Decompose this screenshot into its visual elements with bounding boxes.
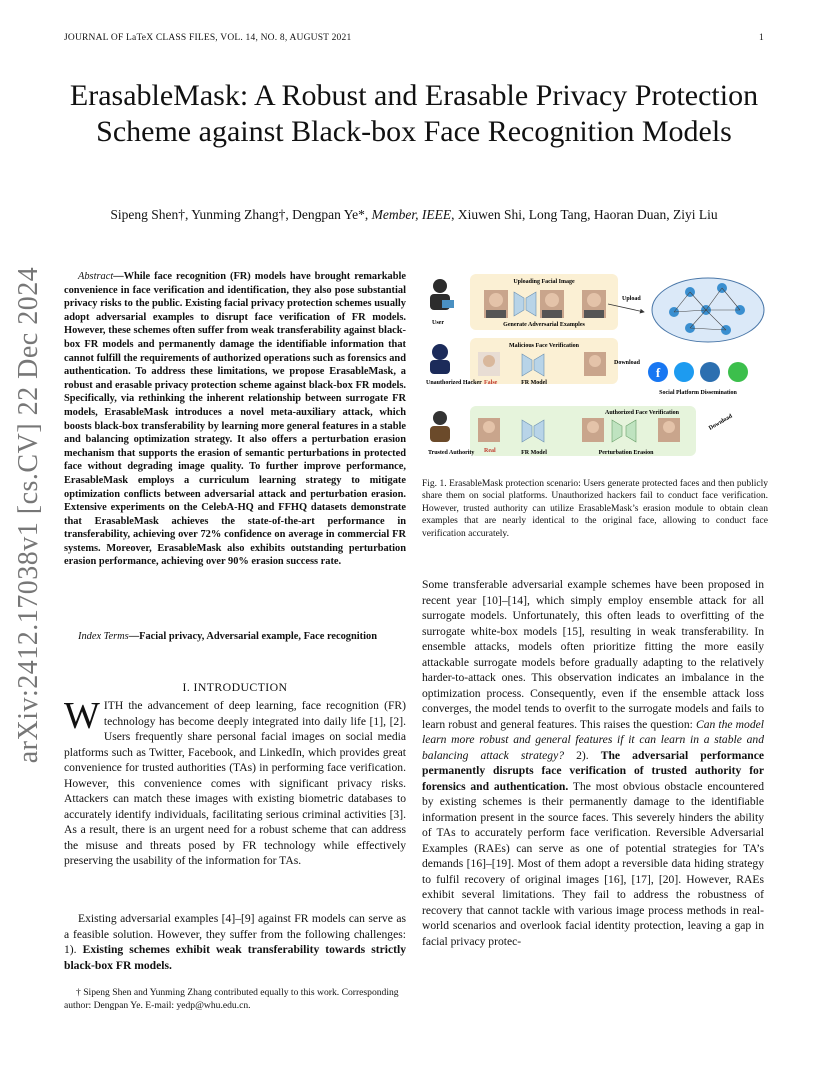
journal-header: JOURNAL OF LaTeX CLASS FILES, VOL. 14, NO. 8, AUGUST 2021 <box>64 33 352 43</box>
right-p1: Some transferable adversarial example schemes have been proposed in recent year [10]–[14], which simply employ ensemble attack for all surrogate models. Unfortunately, this often leads to overfitting of the surrogate white-box models [15], resulting in weak transferability. In ensemble attacks, models often prioritize fitting the more easily attackable surrogate models before gradually adapting to the relatively harder-to-attack ones. This observation indicates an imbalance in the optimization process. Consequently, even if the ensemble attack loss converges, the model tends to overfit to the surrogate models and fails to learn robust and general features. This raises the question: <box>422 578 764 731</box>
face-icon <box>478 352 500 376</box>
author-list <box>64 207 764 223</box>
right-column-text <box>422 577 764 949</box>
arxiv-stamp <box>13 266 44 764</box>
drop-cap: W <box>64 695 100 737</box>
intro-p1-text: ITH the advancement of deep learning, face recognition (FR) technology has become deeply integrated into daily life [1], [2]. Users frequently share personal facial images on social media platforms such as Twitter, Facebook, and LinkedIn, which provides great convenience for trusted authorities (TAs) in performing face verification. However, this convenience comes with significant privacy risks. Attackers can match these images with existing biometric databases to accurately identify individuals, facilitating serious criminal activities [3]. As a result, there is an urgent need for a robust scheme that can address the misuse and threats posed by FR technology while effectively preserving the usability of the information for TAs. <box>64 699 406 867</box>
index-terms <box>64 630 406 644</box>
hacker-label: Unauthorized Hacker <box>426 380 482 386</box>
twitter-icon <box>674 362 694 382</box>
erasion-label: Perturbation Erasion <box>598 450 654 456</box>
generate-label: Generate Adversarial Examples <box>503 322 585 328</box>
arxiv-id: arXiv:2412.17038v1 [cs.CV] 22 Dec 2024 <box>13 266 44 764</box>
face-icon <box>584 352 606 376</box>
upload-label: Upload <box>622 296 641 302</box>
authors-member: Member, IEEE <box>371 207 452 222</box>
linkedin-icon <box>700 362 720 382</box>
fr-model-label-1: FR Model <box>521 380 547 386</box>
authors-plain: Sipeng Shen†, Yunming Zhang†, Dengpan Ye*, <box>110 207 369 222</box>
authority-label: Trusted Authority <box>428 450 475 456</box>
download-label-2: Download <box>708 413 734 432</box>
real-label: Real <box>484 448 496 454</box>
social-label: Social Platform Dissemination <box>659 390 737 396</box>
face-icon <box>582 418 604 442</box>
false-label: False <box>484 380 498 386</box>
authorized-label: Authorized Face Verification <box>605 410 679 416</box>
figure-caption: Fig. 1. ErasableMask protection scenario: Users generate protected faces and then publicly share them on social platforms. Unauthorized hackers fail to conduct face verification. However, trusted authority can utilize ErasableMask’s erasion module to obtain clean examples that are nearly identical to the original face, allowing to conduct face verification accurately. <box>422 479 768 539</box>
authors-rest: , Xiuwen Shi, Long Tang, Haoran Duan, Ziyi Liu <box>451 207 718 222</box>
page-number: 1 <box>759 33 764 43</box>
right-question: Can the model learn more robust and general features if it can learn in a stable and balancing attack strategy? <box>422 717 764 762</box>
right-p1b: 2). <box>564 748 601 762</box>
wechat-icon <box>728 362 748 382</box>
authority-icon <box>430 411 450 442</box>
malicious-label: Malicious Face Verification <box>509 343 579 349</box>
hacker-icon <box>430 344 450 374</box>
face-icon <box>540 290 564 318</box>
uploading-label: Uploading Facial Image <box>513 279 575 285</box>
face-icon <box>478 418 500 442</box>
running-header <box>64 33 764 47</box>
figure-1 <box>422 272 768 468</box>
social-cloud <box>652 278 764 342</box>
face-icon <box>582 290 606 318</box>
right-p2: The most obvious obstacle encountered by existing schemes is their permanently damage to the identifiable information present in the source faces. This severely hinders the ability of TAs to accurately perform face verification. Reversible Adversarial Examples (RAEs) can serve as one of potential strategies for TA’s demands [16]–[19]. Most of them adopt a reversible data hiding strategy to fulfil recovery of original images [16], [17], [20]. However, RAEs exhibit several limitations. They fail to address the robustness of recovery that cannot tackle with various image process methods in real-world scenarios and overlook facial identity protection, leaving a gap in facial privacy protec- <box>422 779 764 948</box>
index-label: Index Terms <box>78 631 129 642</box>
abstract-text: —While face recognition (FR) models have brought remarkable convenience in face verification and identification, they also pose substantial privacy risks to the public. Existing facial privacy protection schemes usually adopt adversarial examples to disrupt face verification of FR models. However, these schemes often suffer from weak transferability against black-box FR models and permanently damage the identifiable information that cannot fulfill the requirements of authorized operations such as forensics and authentication. To address these limitations, we propose ErasableMask, a robust and erasable privacy protection scheme against black-box FR models. Specifically, via rethinking the inherent relationship between surrogate FR models, ErasableMask introduces a novel meta-auxiliary attack, which boosts black-box transferability by learning more general features in a stable and balancing optimization strategy. It also offers a perturbation erasion mechanism that supports the erasion of semantic perturbations in protected face without degrading image quality. To further improve performance, ErasableMask employs a curriculum learning strategy to mitigate optimization conflicts between adversarial attack and perturbation erasion. Extensive experiments on the CelebA-HQ and FFHQ datasets demonstrate that ErasableMask achieves the state-of-the-art performance in transferability, achieving over 72% confidence on average in commercial FR systems. Moreover, ErasableMask also exhibits outstanding perturbation erasion performance, achieving over 90% erasion success rate. <box>64 271 406 568</box>
intro-paragraph-2 <box>64 911 406 973</box>
face-icon <box>658 418 680 442</box>
intro-p2-text: Existing adversarial examples [4]–[9] against FR models can serve as a feasible solution. However, they suffer from the following challenges: 1). <box>64 912 406 956</box>
footnote: † Sipeng Shen and Yunming Zhang contributed equally to this work. Corresponding author: Dengpan Ye. E-mail: yedp@whu.edu.cn. <box>64 987 399 1011</box>
download-label-1: Download <box>614 360 641 366</box>
abstract <box>64 270 406 569</box>
user-label: User <box>432 320 444 326</box>
abstract-label: Abstract <box>78 271 114 282</box>
intro-paragraph-1 <box>64 695 406 869</box>
right-bold-challenge: The adversarial performance permanently disrupts face verification of trusted authority for forensics and authentication. <box>422 748 764 793</box>
section-heading: I. INTRODUCTION <box>182 680 288 694</box>
intro-p2-bold: Existing schemes exhibit weak transferability towards strictly black-box FR models. <box>64 943 406 972</box>
face-icon <box>484 290 508 318</box>
user-icon <box>430 279 454 310</box>
fr-model-label-2: FR Model <box>521 450 547 456</box>
index-terms-text: —Facial privacy, Adversarial example, Face recognition <box>128 631 377 642</box>
svg-text:f: f <box>655 365 661 380</box>
paper-title: ErasableMask: A Robust and Erasable Privacy Protection Scheme against Black-box Face Recognition Models <box>69 79 759 148</box>
